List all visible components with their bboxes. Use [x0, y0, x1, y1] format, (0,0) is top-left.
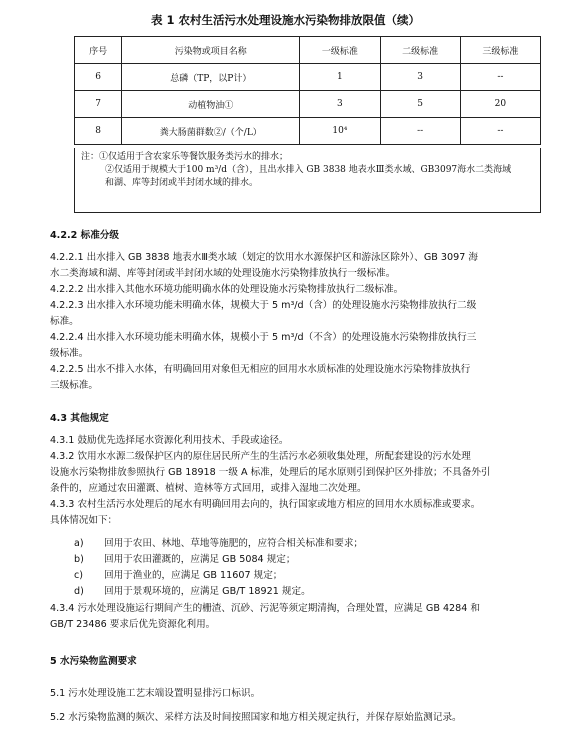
section-4-3 [50, 411, 550, 529]
paragraph-line: 4.3.2 饮用水水源二级保护区内的原住居民所产生的生活污水必须收集处理，所配套建设的污水处理 [50, 451, 471, 462]
paragraph-line: 5.1 污水处理设施工艺末端设置明显排污口标识。 [50, 688, 261, 699]
list-item [74, 584, 363, 600]
reuse-list [74, 536, 363, 600]
header-cell: 序号 [75, 37, 122, 64]
paragraph-line: 三级标准。 [50, 380, 98, 391]
paragraph-line: GB/T 23486 要求后优先资源化利用。 [50, 619, 216, 630]
paragraph-line: 4.2.2.1 出水排入 GB 3838 地表水Ⅲ类水域（划定的饮用水水源保护区和游泳区除外）、GB 3097 海 [50, 252, 478, 263]
paragraph-line: 具体情况如下： [50, 515, 118, 526]
paragraph-line: 4.2.2.4 出水排入水环境功能未明确水体，规模小于 5 m³/d（不含）的处理设施水污染物排放执行三 [50, 332, 477, 343]
table-cell: 10⁴ [300, 118, 380, 145]
paragraph-line: 级标准。 [50, 348, 89, 359]
table-header-row [75, 37, 541, 64]
section-heading: 4.2.2 标准分级 [50, 230, 120, 241]
header-cell: 一级标准 [300, 37, 380, 64]
paragraph-line: 4.3.1 鼓励优先选择尾水资源化利用技术、手段或途径。 [50, 435, 289, 446]
list-text: 回用于渔业的，应满足 GB 11607 规定； [104, 570, 283, 581]
table-cell: -- [380, 118, 460, 145]
note-line: ②仅适用于规模大于100 m³/d（含），且出水排入 GB 3838 地表水Ⅲ类水域、GB3097海水二类海域 [105, 165, 512, 175]
list-label: d) [74, 586, 84, 597]
table-cell: -- [460, 118, 540, 145]
table-cell: 3 [380, 64, 460, 91]
note-line: 和湖、库等封闭或半封闭水域的排水。 [105, 178, 259, 188]
list-item [74, 552, 363, 568]
table-cell: 粪大肠菌群数②/（个/L） [122, 118, 300, 145]
paragraph-line: 4.3.3 农村生活污水处理后的尾水有明确回用去向的，执行国家或地方相应的回用水水质标准或要求。 [50, 499, 481, 510]
table-row [75, 91, 541, 118]
list-label: a) [74, 538, 84, 549]
table-cell: 6 [75, 64, 122, 91]
table-cell: 8 [75, 118, 122, 145]
table-cell: 7 [75, 91, 122, 118]
table-notes [74, 148, 541, 213]
list-text: 回用于农田灌溉的，应满足 GB 5084 规定； [104, 554, 296, 565]
paragraph-line: 4.2.2.3 出水排入水环境功能未明确水体，规模大于 5 m³/d（含）的处理设施水污染物排放执行二级 [50, 300, 477, 311]
table-row [75, 118, 541, 145]
section-4-2-2 [50, 228, 550, 394]
table-cell: 5 [380, 91, 460, 118]
limits-table [74, 36, 541, 145]
table-cell: 总磷（TP，以P计） [122, 64, 300, 91]
header-cell: 三级标准 [460, 37, 540, 64]
paragraph-line: 4.2.2.5 出水不排入水体，有明确回用对象但无相应的回用水水质标准的处理设施水污染物排放执行 [50, 364, 471, 375]
list-item [74, 568, 363, 584]
table-cell: 1 [300, 64, 380, 91]
table-row [75, 64, 541, 91]
list-label: c) [74, 570, 84, 581]
header-cell: 二级标准 [380, 37, 460, 64]
list-label: b) [74, 554, 84, 565]
paragraph-line: 条件的，应通过农田灌溉、植树、造林等方式回用，或排入湿地二次处理。 [50, 483, 367, 494]
table-cell: 20 [460, 91, 540, 118]
paragraph-line: 标准。 [50, 316, 79, 327]
section-heading: 4.3 其他规定 [50, 413, 109, 424]
paragraph-line: 水二类海域和湖、库等封闭或半封闭水域的处理设施水污染物排放执行一级标准。 [50, 268, 396, 279]
list-text: 回用于农田、林地、草地等施肥的，应符合相关标准和要求； [104, 538, 364, 549]
table-cell: 3 [300, 91, 380, 118]
paragraph-line: 5.2 水污染物监测的频次、采样方法及时间按照国家和地方相关规定执行，并保存原始监测记录。 [50, 712, 462, 723]
list-text: 回用于景观环境的，应满足 GB/T 18921 规定。 [104, 586, 311, 597]
table-title: 表 1 农村生活污水处理设施水污染物排放限值（续） [150, 13, 420, 27]
section-heading: 5 水污染物监测要求 [50, 656, 137, 667]
table-cell: -- [460, 64, 540, 91]
paragraph-line: 4.2.2.2 出水排入其他水环境功能明确水体的处理设施水污染物排放执行二级标准。 [50, 284, 404, 295]
header-cell: 污染物或项目名称 [122, 37, 300, 64]
list-item [74, 536, 363, 552]
paragraph-line: 4.3.4 污水处理设施运行期间产生的栅渣、沉砂、污泥等须定期清掏，合理处置，应满足 GB 4284 和 [50, 603, 481, 614]
table-cell: 动植物油① [122, 91, 300, 118]
section-5 [50, 654, 550, 726]
section-4-3-4 [50, 601, 550, 633]
note-line: 注：①仅适用于含农家乐等餐饮服务类污水的排水； [81, 152, 289, 162]
paragraph-line: 设施水污染物排放参照执行 GB 18918 一级 A 标准，处理后的尾水原则引到保护区外排放；不具备外引 [50, 467, 491, 478]
